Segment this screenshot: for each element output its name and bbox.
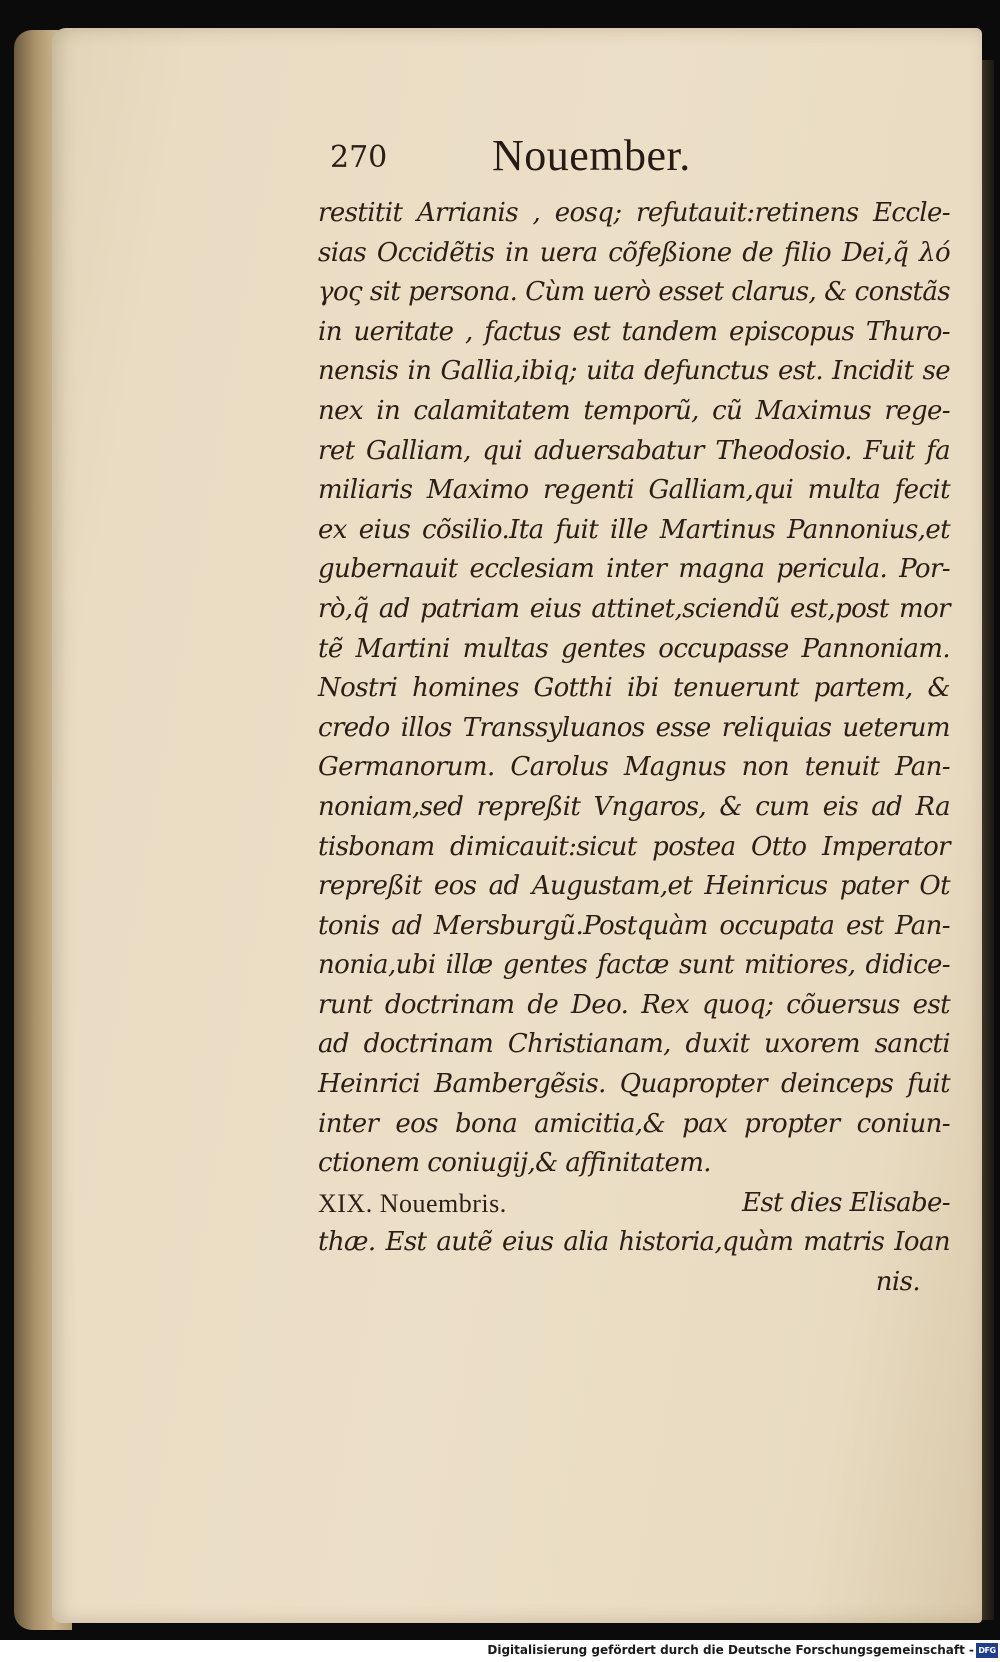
date-entry-text: Est dies Elisabe- xyxy=(741,1187,950,1218)
text-line: noniam,sed repreßit Vngaros, & cum eis ad Ra xyxy=(318,791,950,822)
running-head: Nouember. xyxy=(492,131,691,180)
text-line: ret Galliam, qui aduersabatur Theodosio. Fuit fa xyxy=(318,435,950,466)
page-number: 270 xyxy=(330,140,388,175)
date-entry-line xyxy=(318,1184,950,1224)
text-line: Nostri homines Gotthi ibi tenuerunt partem, & xyxy=(318,673,950,704)
text-line: in ueritate , factus est tandem episcopus Thuro- xyxy=(318,316,950,347)
page-header xyxy=(330,130,950,190)
text-line: credo illos Transsyluanos esse reliquias ueterum xyxy=(318,712,950,743)
funding-credit: Digitalisierung gefördert durch die Deutsche Forschungsgemeinschaft - xyxy=(487,1643,974,1657)
text-line: tisbonam dimicauit:sicut postea Otto Imperator xyxy=(318,831,950,862)
dfg-logo-icon: DFG xyxy=(976,1643,998,1658)
text-line: rò,q̃ ad patriam eius attinet,sciendũ est,post mor xyxy=(318,593,950,624)
digitization-footer xyxy=(0,1640,1000,1662)
text-line: nis. xyxy=(875,1267,920,1298)
text-line: sias Occidẽtis in uera cõfeßione de filio Dei,q̃ λό xyxy=(318,237,950,268)
text-line: ex eius cõsilio.Ita fuit ille Martinus Pannonius,et xyxy=(318,514,950,545)
text-line: ctionem coniugij,& affinitatem. xyxy=(318,1148,711,1179)
date-label: XIX. Nouembris. xyxy=(318,1188,507,1218)
page-right-shadow xyxy=(982,60,994,1620)
text-line: restitit Arrianis , eosq; refutauit:retinens Eccle- xyxy=(318,198,950,228)
text-line: inter eos bona amicitia,& pax propter coniun- xyxy=(318,1108,950,1139)
text-line: Heinrici Bambergẽsis. Quapropter deinceps fuit xyxy=(318,1069,950,1100)
text-line: gubernauit ecclesiam inter magna pericula. Por- xyxy=(318,554,950,585)
text-line: repreßit eos ad Augustam,et Heinricus pater Ot xyxy=(318,871,950,902)
text-line: miliaris Maximo regenti Galliam,qui multa fecit xyxy=(318,475,950,506)
text-line: tẽ Martini multas gentes occupasse Pannoniam. xyxy=(318,633,950,664)
text-line: nonia,ubi illæ gentes factæ sunt mitiores, didice- xyxy=(318,950,950,981)
text-line: runt doctrinam de Deo. Rex quoq; cõuersus est xyxy=(318,989,950,1020)
body-text xyxy=(318,194,950,1303)
text-line: nex in calamitatem temporũ, cũ Maximus rege- xyxy=(318,395,950,426)
text-line: Germanorum. Carolus Magnus non tenuit Pan- xyxy=(318,752,950,783)
text-line: tonis ad Mersburgũ.Postquàm occupata est Pan- xyxy=(318,910,950,941)
text-line: γος sit persona. Cùm uerò esset clarus, & constãs xyxy=(318,277,950,308)
text-line: nensis in Gallia,ibiq; uita defunctus est. Incidit se xyxy=(318,356,950,387)
text-line: thæ. Est autẽ eius alia historia,quàm matris Ioan xyxy=(318,1227,950,1258)
text-line: ad doctrinam Christianam, duxit uxorem sancti xyxy=(318,1029,950,1060)
